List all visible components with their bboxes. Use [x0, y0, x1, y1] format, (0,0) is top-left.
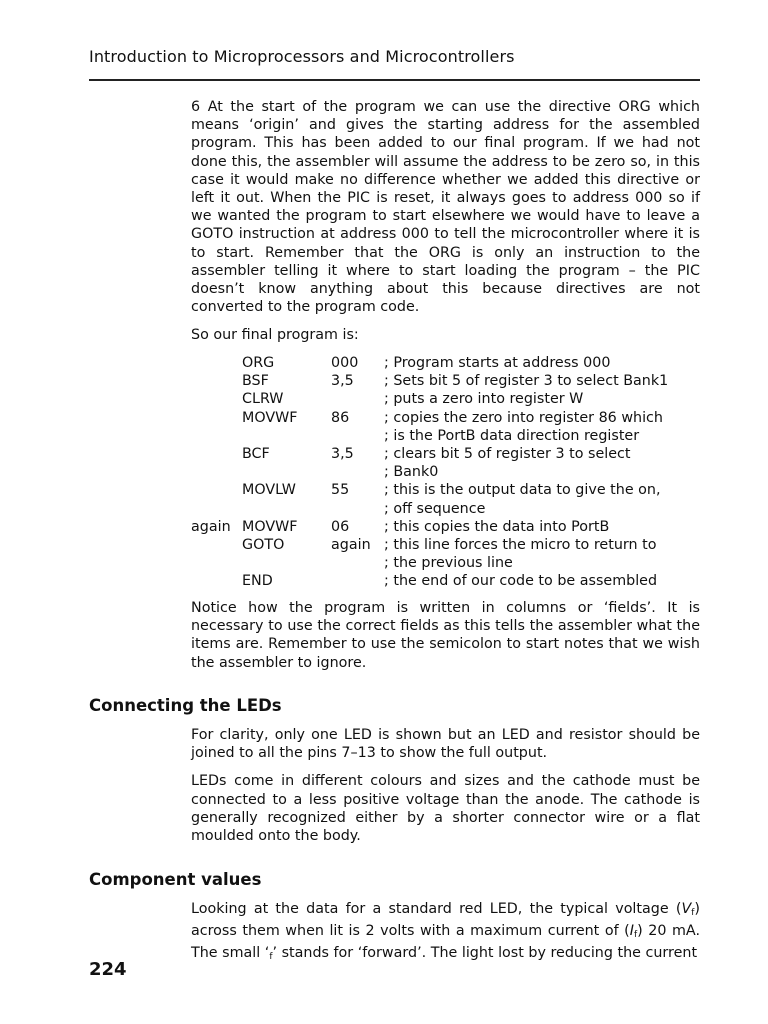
- code-line: [191, 518, 711, 536]
- code-operand: [331, 572, 384, 590]
- code-line: [191, 536, 711, 554]
- code-label: [191, 390, 242, 408]
- header-rule: [89, 79, 700, 81]
- code-opcode: MOVWF: [242, 409, 298, 426]
- code-label: [191, 500, 242, 518]
- item-6-block: [191, 98, 700, 355]
- code-line: [191, 572, 711, 590]
- code-label: [191, 463, 242, 481]
- code-opcode: BCF: [242, 446, 270, 463]
- paragraph-led-colours: LEDs come in different colours and sizes and the cathode must be connected to a less positive voltage than the anode. The cathode is generally recognized either by a shorter connector wire or a flat moulded onto the body.: [191, 773, 700, 845]
- code-opcode: GOTO: [242, 537, 285, 554]
- paragraph-led-clarity: For clarity, only one LED is shown but an LED and resistor should be joined to all the pins 7–13 to show the full output.: [191, 727, 700, 762]
- code-line: [191, 409, 711, 427]
- code-comment: ; this line forces the micro to return to: [384, 537, 657, 554]
- code-operand: [331, 554, 384, 572]
- program-listing: [191, 354, 711, 591]
- code-operand: 3,5: [331, 446, 354, 463]
- code-label: [191, 536, 242, 554]
- connecting-leds-body: [191, 726, 700, 855]
- code-label: [191, 372, 242, 390]
- code-comment: ; Program starts at address 000: [384, 355, 611, 371]
- code-comment: ; off sequence: [384, 500, 486, 517]
- code-line: [191, 500, 711, 518]
- code-label: [191, 554, 242, 572]
- paragraph-component-values: Looking at the data for a standard red LED, the typical voltage $(V_f)$ across them when lit is 2 volts with a maximum current of $(I_f)$ 20 mA. The small ‘$_f$’ stands for ‘forward’. The light lost by reducing the current: [191, 901, 700, 963]
- code-opcode: MOVWF: [242, 518, 298, 535]
- section-heading-connecting-leds: Connecting the LEDs: [89, 696, 282, 715]
- section-heading-component-values: Component values: [89, 870, 262, 889]
- code-line: [191, 445, 711, 463]
- code-line: [191, 390, 711, 408]
- code-comment: ; this is the output data to give the on,: [384, 482, 661, 499]
- code-comment: ; the previous line: [384, 555, 513, 572]
- code-opcode: ORG: [242, 355, 275, 371]
- code-label: [191, 354, 242, 372]
- code-line: [191, 354, 711, 372]
- code-comment: ; this copies the data into PortB: [384, 518, 610, 535]
- code-opcode: END: [242, 573, 273, 590]
- code-comment: ; the end of our code to be assembled: [384, 573, 658, 590]
- code-operand: 55: [331, 482, 350, 499]
- code-opcode: [242, 500, 331, 518]
- code-operand: 06: [331, 518, 350, 535]
- code-opcode: BSF: [242, 373, 269, 390]
- code-label: [191, 572, 242, 590]
- code-operand: again: [331, 537, 371, 554]
- code-operand: 86: [331, 409, 350, 426]
- code-comment: ; puts a zero into register W: [384, 391, 584, 408]
- code-operand: 3,5: [331, 373, 354, 390]
- code-opcode: MOVLW: [242, 482, 296, 499]
- code-label: [191, 481, 242, 499]
- code-label: [191, 427, 242, 445]
- code-comment: ; copies the zero into register 86 which: [384, 409, 663, 426]
- code-line: [191, 372, 711, 390]
- page-number: 224: [89, 959, 127, 980]
- code-comment: ; Sets bit 5 of register 3 to select Bank1: [384, 373, 669, 390]
- code-operand: [331, 500, 384, 518]
- code-line: [191, 463, 711, 481]
- code-opcode: CLRW: [242, 391, 284, 408]
- code-label: [191, 409, 242, 427]
- code-comment: ; Bank0: [384, 464, 439, 481]
- code-operand: 000: [331, 355, 359, 371]
- code-operand: [331, 463, 384, 481]
- code-comment: ; is the PortB data direction register: [384, 427, 640, 444]
- code-line: [191, 554, 711, 572]
- code-operand: [331, 390, 384, 408]
- code-opcode: [242, 463, 331, 481]
- code-label: [191, 445, 242, 463]
- code-line: [191, 481, 711, 499]
- paragraph-fields-note: Notice how the program is written in columns or ‘fields’. It is necessary to use the correct fields as this tells the assembler what the items are. Remember to use the semicolon to start notes that we wish the assembler to ignore.: [191, 600, 700, 671]
- code-opcode: [242, 554, 331, 572]
- code-operand: [331, 427, 384, 445]
- paragraph-org-directive: 6 At the start of the program we can use the directive ORG which means ‘origin’ and gives the starting address for the assembled program. This has been added to our final program. If we had not done this, the assembler will assume the address to be zero so, in this case it would make no difference whether we added this directive or left it out. When the PIC is reset, it always goes to address 000 so if we wanted the program to start elsewhere we would have to leave a GOTO instruction at address 000 to tell the microcontroller where it is to start. Remember that the ORG is only an instruction to the assembler telling it where to start loading the program – the PIC doesn’t know anything about this because directives are not converted to the program code.: [191, 99, 700, 316]
- code-comment: ; clears bit 5 of register 3 to select: [384, 446, 631, 463]
- code-label: again: [191, 518, 231, 535]
- running-header: Introduction to Microprocessors and Microcontrollers: [89, 47, 515, 66]
- code-line: [191, 427, 711, 445]
- code-opcode: [242, 427, 331, 445]
- paragraph-final-program-intro: So our final program is:: [191, 327, 359, 344]
